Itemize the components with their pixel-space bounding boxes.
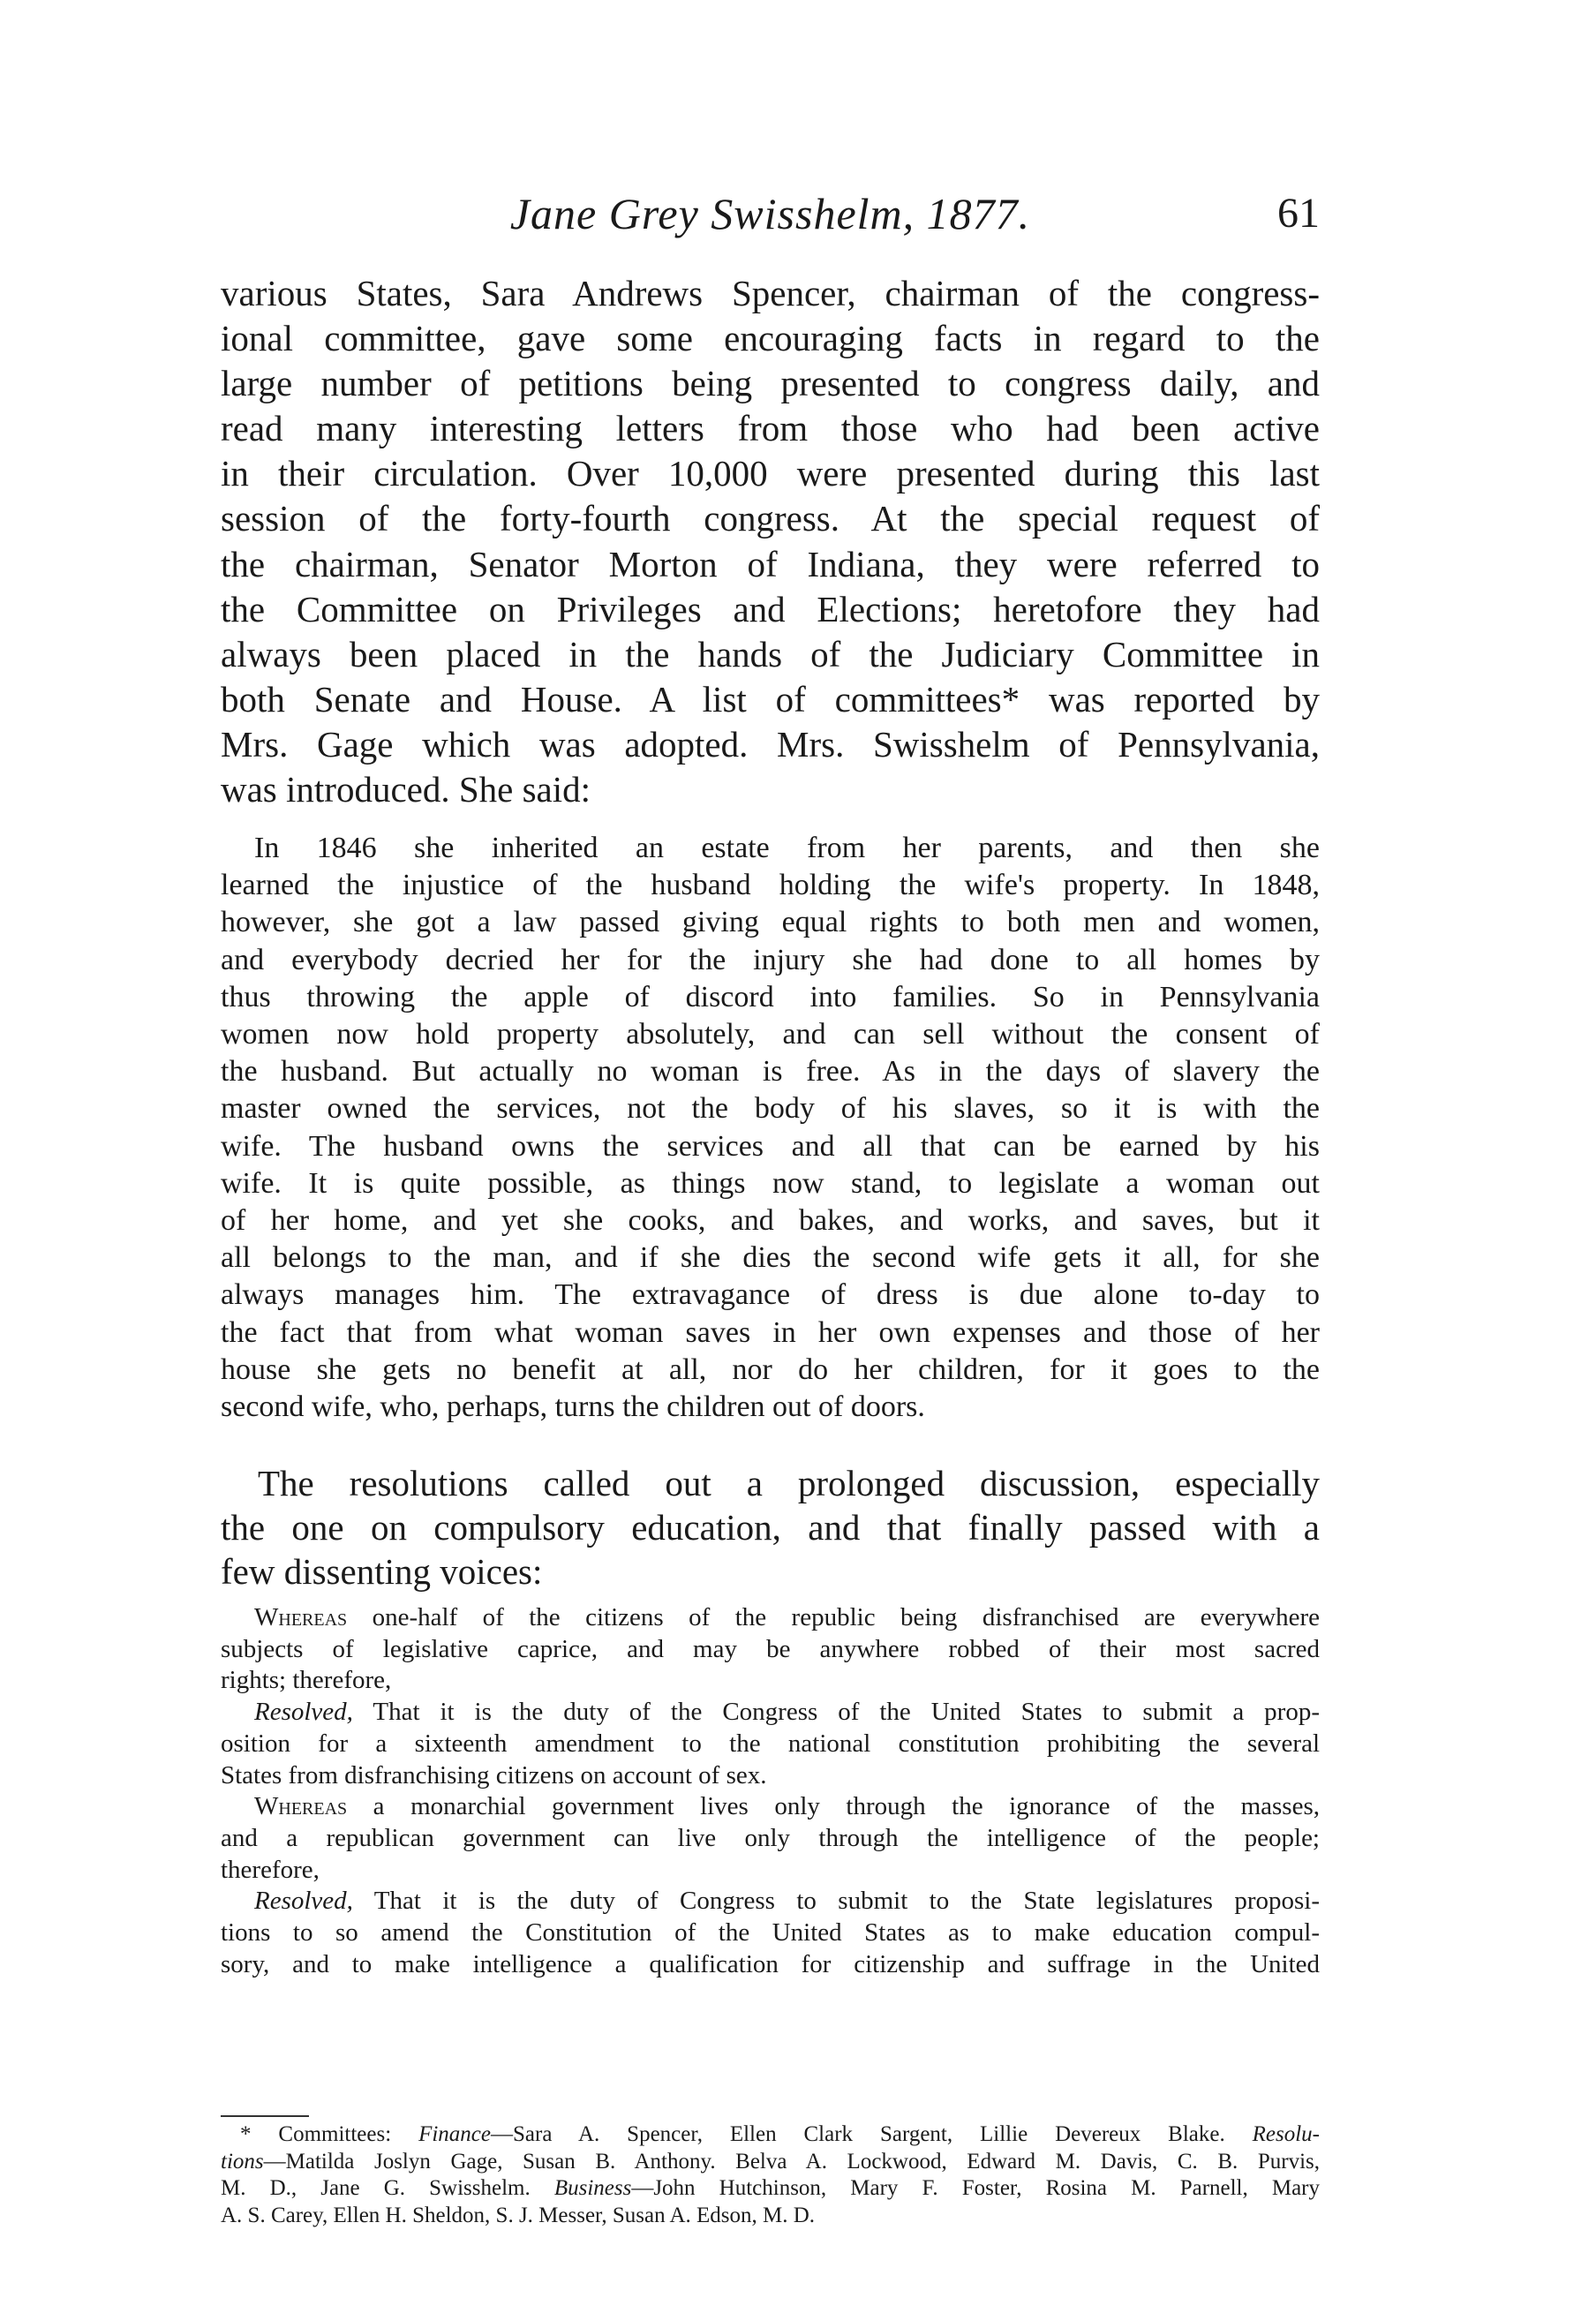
footnote-label-resolutions: Resolu- [1252,2122,1320,2146]
body-line: both Senate and House. A list of committees* was reported by [221,678,1320,720]
resolution-line: osition for a sixteenth amendment to the national constitution prohibiting the several [221,1729,1320,1758]
excerpt-line: wife. The husband owns the services and all that can be earned by his [221,1129,1320,1163]
closing-line: the one on compulsory education, and that finally passed with a [221,1507,1320,1548]
page-header [221,187,1320,249]
excerpt-line: however, she got a law passed giving equal rights to both men and women, [221,906,1320,939]
resolution-line: States from disfranchising citizens on account of sex. [221,1760,767,1789]
resolution-text: That it is the duty of Congress to submit to the State legislatures proposi- [352,1887,1320,1916]
resolution-text: That it is the duty of the Congress of the United States to submit a prop- [352,1698,1320,1727]
closing-line: few dissenting voices: [221,1551,543,1592]
excerpt-line: the fact that from what woman saves in her own expenses and those of her [221,1315,1320,1349]
excerpt-line: house she gets no benefit at all, nor do her children, for it goes to the [221,1352,1320,1386]
footnote-line [221,2175,1320,2203]
excerpt-line: always manages him. The extravagance of dress is due alone to-day to [221,1278,1320,1312]
body-line: various States, Sara Andrews Spencer, chairman of the congress- [221,273,1320,313]
body-line: session of the forty-fourth congress. At the special request of [221,498,1320,539]
excerpt-line: second wife, who, perhaps, turns the children out of doors. [221,1390,925,1424]
footnote-names: —Matilda Joslyn Gage, Susan B. Anthony. Belva A. Lockwood, Edward M. Davis, C. B. Purvis, [263,2149,1320,2174]
resolution-text: a monarchial government lives only through the ignorance of the masses, [347,1792,1320,1821]
resolved-word: Resolved, [254,1887,353,1916]
resolution-line: therefore, [221,1855,320,1884]
resolutions-block [221,1602,1320,1980]
footnote-names: M. D., Jane G. Swisshelm. [221,2176,554,2200]
footnote-line [221,2149,1320,2176]
footnote-line [221,2121,1320,2149]
body-line: read many interesting letters from those who had been active [221,408,1320,449]
excerpt-line: thus throwing the apple of discord into families. So in Pennsylvania [221,980,1320,1013]
excerpt-line: women now hold property absolutely, and can sell without the consent of [221,1018,1320,1051]
speech-excerpt [221,830,1320,1426]
resolution-line [221,1791,1320,1823]
excerpt-line: all belongs to the man, and if she dies the second wife gets it all, for she [221,1241,1320,1275]
excerpt-line: of her home, and yet she cooks, and bakes, and works, and saves, but it [221,1204,1320,1238]
body-line: large number of petitions being presented to congress daily, and [221,363,1320,404]
footnote-label-finance: Finance [418,2122,492,2146]
body-paragraph [221,271,1320,812]
excerpt-line: master owned the services, not the body of his slaves, so it is with the [221,1092,1320,1126]
running-title: Jane Grey Swisshelm, 1877. [509,189,1031,238]
resolution-line [221,1697,1320,1729]
resolution-text: one-half of the citizens of the republic being disfranchised are everywhere [347,1603,1320,1631]
excerpt-line: wife. It is quite possible, as things now stand, to legislate a woman out [221,1166,1320,1200]
resolution-line: rights; therefore, [221,1666,392,1695]
body-line: the chairman, Senator Morton of Indiana, they were referred to [221,543,1320,584]
resolution-line: subjects of legislative caprice, and may be anywhere robbed of their most sacred [221,1634,1320,1663]
footnote-marker: * Committees: [240,2122,419,2146]
body-line: was introduced. She said: [221,769,591,810]
resolution-line: and a republican government can live only through the intelligence of the people; [221,1823,1320,1852]
footnote-names: —John Hutchinson, Mary F. Foster, Rosina M. Parnell, Mary [631,2176,1320,2200]
footnote-label-business: Business [553,2176,632,2200]
resolution-line [221,1602,1320,1634]
closing-paragraph [221,1461,1320,1593]
body-line: ional committee, gave some encouraging facts in regard to the [221,318,1320,359]
page-number: 61 [1277,190,1320,237]
body-line: always been placed in the hands of the Judiciary Committee in [221,633,1320,674]
excerpt-line: the husband. But actually no woman is free. As in the days of slavery the [221,1055,1320,1089]
footnote-rule [221,2115,309,2117]
body-line: Mrs. Gage which was adopted. Mrs. Swisshelm of Pennsylvania, [221,723,1320,765]
footnote-line: A. S. Carey, Ellen H. Sheldon, S. J. Messer, Susan A. Edson, M. D. [221,2203,816,2227]
body-line: in their circulation. Over 10,000 were presented during this last [221,453,1320,494]
whereas-word: Whereas [254,1603,348,1631]
resolution-line: sory, and to make intelligence a qualification for citizenship and suffrage in the United [221,1949,1320,1978]
footnote [221,2121,1320,2229]
closing-line: The resolutions called out a prolonged discussion, especially [258,1463,1320,1503]
footnote-label-resolutions: tions [221,2149,264,2174]
resolution-line: tions to so amend the Constitution of the United States as to make education compul- [221,1918,1320,1948]
body-line: the Committee on Privileges and Elections; heretofore they had [221,588,1320,629]
footnote-names: —Sara A. Spencer, Ellen Clark Sargent, Lillie Devereux Blake. [491,2122,1253,2146]
resolved-word: Resolved, [254,1698,353,1727]
whereas-word: Whereas [254,1792,348,1821]
excerpt-line: In 1846 she inherited an estate from her parents, and then she [254,832,1320,864]
excerpt-line: learned the injustice of the husband holding the wife's property. In 1848, [221,869,1320,902]
resolution-line [221,1886,1320,1917]
excerpt-line: and everybody decried her for the injury she had done to all homes by [221,943,1320,976]
